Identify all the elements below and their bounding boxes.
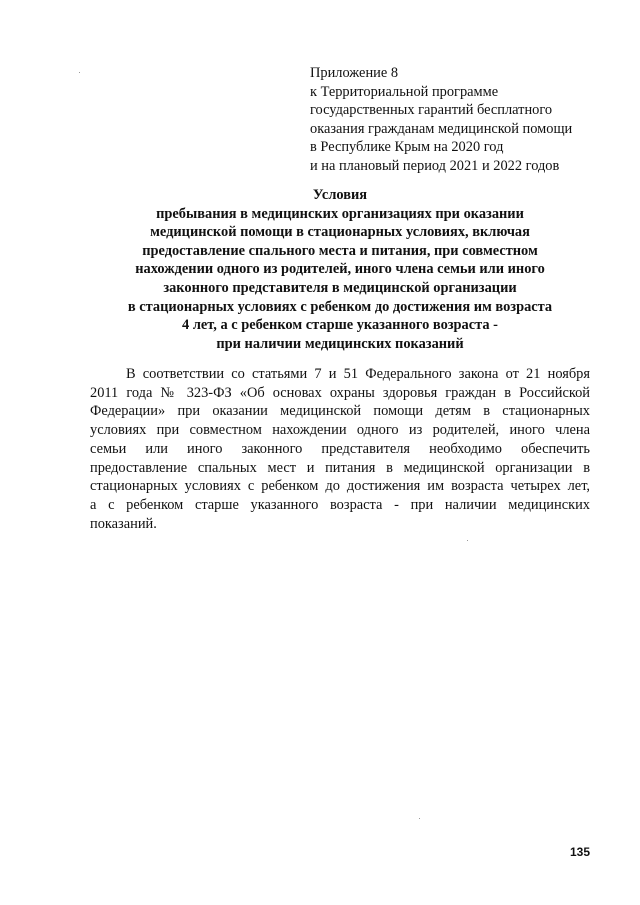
paragraph-line: предоставление спальных мест и питания в медицинской организации в (90, 459, 590, 476)
paragraph-line: Федерации» при оказании медицинской помощи детям в стационарных (90, 403, 590, 420)
appendix-line: оказания гражданам медицинской помощи (310, 120, 573, 137)
heading-line: медицинской помощи в стационарных условиях, включая (150, 224, 530, 241)
appendix-line: Приложение 8 (310, 65, 399, 81)
heading-line: при наличии медицинских показаний (216, 335, 464, 352)
page-number: 135 (570, 845, 591, 859)
appendix-line: к Территориальной программе (310, 83, 499, 100)
document-heading (80, 186, 600, 353)
paragraph-line: семьи или иного законного представителя необходимо обеспечить (90, 440, 590, 457)
paragraph-line: условиях при совместном нахождении одного из родителей, иного члена (90, 422, 590, 439)
paragraph-line: 2011 года № 323-ФЗ «Об основах охраны здоровья граждан в Российской (90, 384, 590, 401)
heading-title: Условия (312, 187, 368, 203)
appendix-reference (310, 64, 610, 176)
heading-line: в стационарных условиях с ребенком до достижения им возраста (127, 298, 553, 315)
heading-line: нахождении одного из родителей, иного члена семьи или иного (135, 261, 545, 278)
paragraph-line: В соответствии со статьями 7 и 51 Федерального закона от 21 ноября (126, 366, 590, 382)
heading-line: предоставление спального места и питания, при совместном (142, 242, 538, 259)
heading-line: пребывания в медицинских организациях при оказании (156, 205, 524, 222)
paragraph-line: показаний. (90, 515, 157, 532)
scan-speck (467, 540, 468, 541)
heading-line: законного представителя в медицинской организации (163, 279, 517, 296)
appendix-line: и на плановый период 2021 и 2022 годов (310, 157, 560, 174)
appendix-line: государственных гарантий бесплатного (310, 102, 553, 119)
scan-speck (79, 72, 80, 73)
scan-speck (419, 818, 420, 819)
paragraph-line: а с ребенком старше указанного возраста - при наличии медицинских (90, 496, 590, 513)
appendix-line: в Республике Крым на 2020 год (310, 139, 504, 156)
heading-line: 4 лет, а с ребенком старше указанного возраста - (182, 317, 498, 334)
body-paragraph (90, 365, 590, 533)
paragraph-line: стационарных условиях с ребенком до достижения им возраста четырех лет, (90, 478, 590, 495)
